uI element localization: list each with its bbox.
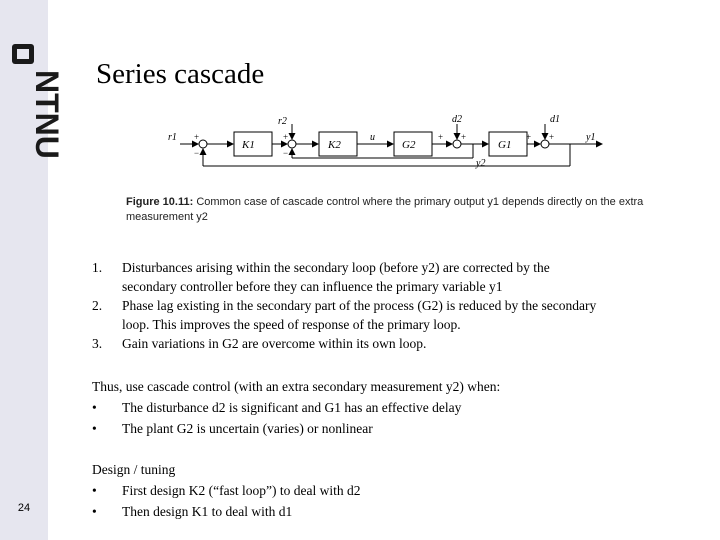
label-r2: r2 [278, 116, 287, 127]
label-y1: y1 [586, 132, 596, 143]
logo-text: NTNU [29, 70, 65, 159]
summer-3 [453, 140, 461, 148]
list-item-2-line-1: Phase lag existing in the secondary part of the process (G2) is reduced by the secondary [122, 298, 597, 313]
list-item-1-line-1: Disturbances arising within the secondary loop (before y2) are corrected by the [122, 260, 550, 275]
cascade-block-diagram [150, 110, 620, 170]
label-u: u [370, 132, 375, 143]
bullet-icon: • [92, 483, 97, 498]
label-d1: d1 [550, 114, 560, 125]
caption-text: Common case of cascade control where the primary output y1 depends directly on the extra measurement y2 [126, 196, 644, 223]
bullet-icon: • [92, 400, 97, 415]
list-item-3-line-1: Gain variations in G2 are overcome within its own loop. [122, 336, 427, 351]
thus-intro: Thus, use cascade control (with an extra secondary measurement y2) when: [92, 379, 501, 394]
label-G1: G1 [498, 139, 512, 151]
bullet-icon: • [92, 421, 97, 436]
svg-text:+: + [461, 132, 467, 142]
svg-text:+: + [194, 132, 200, 142]
bullet-icon: • [92, 504, 97, 519]
svg-text:+: + [526, 132, 532, 142]
thus-bullet-1: The disturbance d2 is significant and G1 has an effective delay [122, 400, 462, 415]
page-number: 24 [17, 502, 31, 514]
list-number: 3. [92, 336, 103, 351]
label-r1: r1 [168, 132, 177, 143]
list-item-2-line-2: loop. This improves the speed of response of the primary loop. [122, 317, 461, 332]
summer-2 [288, 140, 296, 148]
summer-1 [199, 140, 207, 148]
svg-text:+: + [438, 132, 444, 142]
label-G2: G2 [402, 139, 416, 151]
label-d2: d2 [452, 114, 462, 125]
list-number: 2. [92, 298, 103, 313]
sidebar [0, 0, 65, 540]
ntnu-logo [0, 0, 65, 180]
design-bullet-1: First design K2 (“fast loop”) to deal with d2 [122, 483, 361, 498]
caption-label: Figure 10.11: [126, 196, 194, 208]
design-bullet-2: Then design K1 to deal with d1 [122, 504, 293, 519]
label-K1: K1 [242, 139, 255, 151]
svg-text:−: − [283, 148, 289, 158]
svg-text:+: + [549, 132, 555, 142]
slide-title: Series cascade [96, 58, 265, 90]
list-item-1-line-2: secondary controller before they can influence the primary variable y1 [122, 279, 503, 294]
thus-bullet-2: The plant G2 is uncertain (varies) or nonlinear [122, 421, 373, 436]
svg-text:+: + [283, 132, 289, 142]
design-intro: Design / tuning [92, 462, 176, 477]
list-number: 1. [92, 260, 103, 275]
label-K2: K2 [328, 139, 341, 151]
summer-4 [541, 140, 549, 148]
svg-text:−: − [194, 148, 200, 158]
label-y2: y2 [476, 158, 486, 169]
figure-caption [126, 195, 656, 225]
